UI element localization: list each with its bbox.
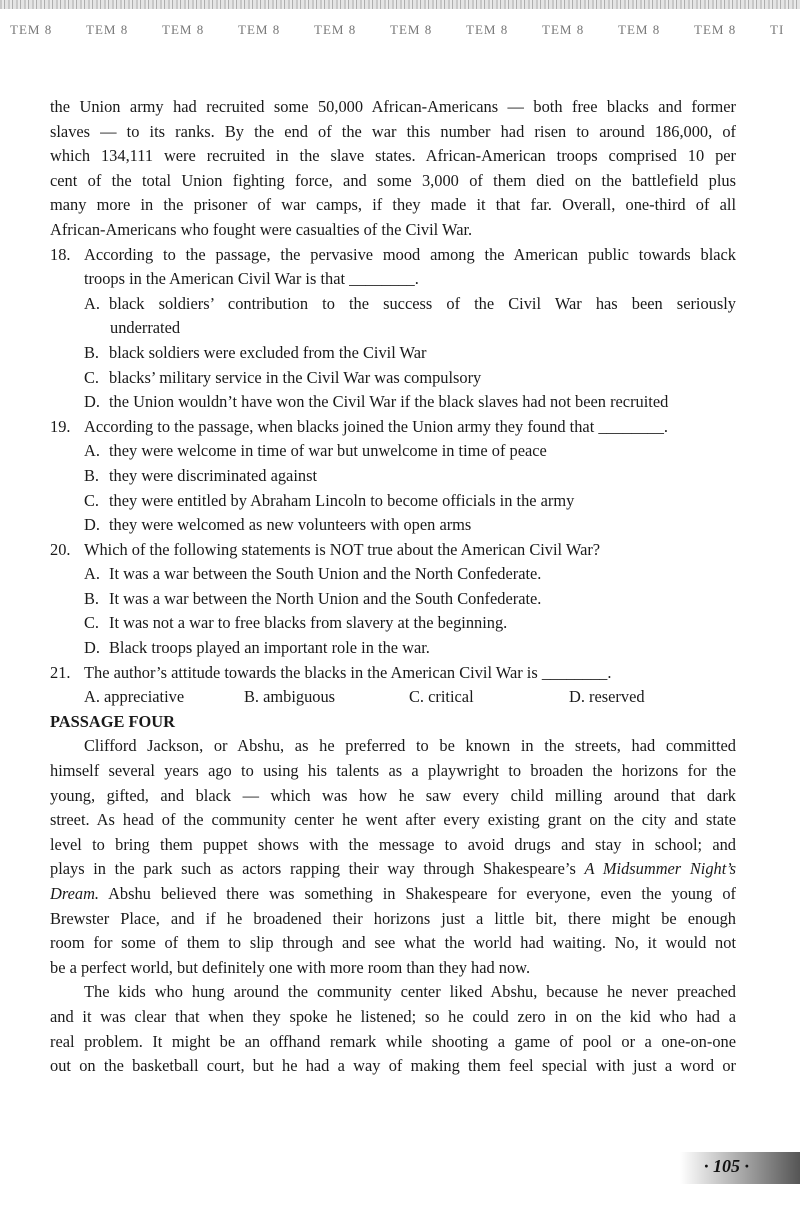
option-letter: D.	[84, 515, 100, 535]
running-header-item: TEM 8	[542, 22, 585, 37]
paragraph-line: room for some of them to slip through and see what the world had waiting. No, it would not	[50, 933, 736, 953]
option-letter: A.	[84, 564, 100, 584]
italic-title: Dream.	[50, 884, 100, 903]
question-stem-line	[50, 243, 736, 268]
option-letter: B.	[84, 588, 100, 608]
question-text: Which of the following statements is NOT true about the American Civil War?	[84, 539, 601, 559]
answer-option	[50, 292, 736, 317]
running-header-item: TEM 8	[10, 22, 53, 37]
running-header-item: TEM 8	[390, 22, 433, 37]
answer-option	[50, 316, 736, 341]
question-number: 18.	[50, 244, 71, 264]
answer-option: B. ambiguous	[244, 687, 336, 707]
option-letter: B.	[84, 465, 100, 485]
paragraph-line: Brewster Place, and if he broadened their horizons just a little bit, there might be enough	[50, 908, 736, 928]
running-header	[10, 22, 800, 38]
paragraph-line: which 134,111 were recruited in the slave states. African-American troops comprised 10 per	[50, 146, 736, 166]
text-span: Abshu believed there was something in Shakespeare for everyone, even the young of	[99, 884, 736, 903]
page-body	[50, 95, 736, 1079]
question-number: 19.	[50, 416, 71, 436]
running-header-item: TEM 8	[694, 22, 737, 37]
option-letter: B.	[84, 342, 100, 362]
paragraph-line: out on the basketball court, but he had a way of making them feel special with just a word or	[50, 1056, 736, 1076]
answer-option	[50, 390, 736, 415]
paragraph-line: the Union army had recruited some 50,000 African-Americans — both free blacks and former	[50, 97, 736, 116]
page-number-tab	[680, 1152, 800, 1184]
answer-option	[50, 489, 736, 514]
question-number: 20.	[50, 539, 71, 559]
paragraph-line: and it was clear that when they spoke he listened; so he could zero in on the kid who had a	[50, 1006, 736, 1026]
option-text: they were entitled by Abraham Lincoln to become officials in the army	[109, 490, 575, 510]
question-stem-line	[50, 661, 736, 686]
paragraph-line: real problem. It might be an offhand remark while shooting a game of pool or a one-on-one	[50, 1031, 736, 1051]
answer-option: A. appreciative	[84, 687, 185, 707]
question-stem-line	[50, 415, 736, 440]
question-stem-line	[50, 267, 736, 292]
answer-option	[50, 464, 736, 489]
option-letter: A.	[84, 441, 100, 461]
paragraph-line: level to bring them puppet shows with the message to avoid drugs and stay in school; and	[50, 834, 736, 854]
paragraph-line: slaves — to its ranks. By the end of the war this number had risen to around 186,000, of	[50, 121, 736, 141]
option-letter: C.	[84, 367, 100, 387]
answer-option	[50, 341, 736, 366]
option-text: It was a war between the North Union and the South Confederate.	[109, 588, 542, 608]
paragraph-line: many more in the prisoner of war camps, if they made it that far. Overall, one-third of all	[50, 195, 736, 215]
option-letter: D.	[84, 392, 100, 412]
option-letter: C.	[84, 490, 100, 510]
running-header-item: TEM 8	[314, 22, 357, 37]
running-header-item: TEM 8	[618, 22, 661, 37]
paragraph-line: himself several years ago to using his talents as a playwright to broaden the horizons for the	[50, 761, 736, 781]
paragraph-line: African-Americans who fought were casualties of the Civil War.	[50, 219, 473, 239]
text-span: plays in the park such as actors rapping their way through Shakespeare’s	[50, 859, 585, 879]
option-letter: C.	[84, 613, 100, 633]
answer-option	[50, 562, 736, 587]
paragraph-line: be a perfect world, but definitely one with more room than they had now.	[50, 957, 531, 977]
option-text: underrated	[110, 318, 181, 338]
option-text: they were welcome in time of war but unwelcome in time of peace	[109, 441, 547, 461]
answer-option	[50, 587, 736, 612]
answer-option	[50, 611, 736, 636]
option-text: the Union wouldn’t have won the Civil War if the black slaves had not been recruited	[109, 392, 669, 412]
question-text: According to the passage, the pervasive mood among the American public towards black	[84, 244, 736, 264]
paragraph-line: street. As head of the community center he went after every existing grant on the city and state	[50, 810, 736, 830]
answer-option: D. reserved	[569, 687, 645, 707]
paragraph-line: Clifford Jackson, or Abshu, as he preferred to be known in the streets, had committed	[84, 736, 736, 756]
option-text: they were discriminated against	[109, 465, 317, 485]
option-letter: A.	[84, 293, 100, 313]
option-text: black soldiers’ contribution to the success of the Civil War has been seriously	[109, 293, 736, 313]
option-text: black soldiers were excluded from the Civil War	[109, 342, 427, 362]
question-text: The author’s attitude towards the blacks in the American Civil War is ________.	[84, 662, 612, 682]
option-text: they were welcomed as new volunteers with open arms	[109, 515, 472, 535]
question-stem-line	[50, 538, 736, 563]
italic-title: A Midsummer Night’s	[584, 859, 736, 879]
option-letter: D.	[84, 638, 100, 658]
paragraph-line: The kids who hung around the community center liked Abshu, because he never preached	[84, 982, 736, 1002]
answer-options-row	[50, 685, 736, 710]
question-text: troops in the American Civil War is that ________.	[84, 269, 419, 289]
scan-top-band	[0, 0, 800, 9]
paragraph-line	[50, 882, 736, 907]
running-header-item: TEM 8	[86, 22, 129, 37]
paragraph-line: cent of the total Union fighting force, and some 3,000 of them died on the battlefield plus	[50, 170, 736, 190]
passage-title: PASSAGE FOUR	[50, 711, 175, 731]
option-text: It was a war between the South Union and the North Confederate.	[109, 564, 542, 584]
option-text: blacks’ military service in the Civil War was compulsory	[109, 367, 482, 387]
option-text: It was not a war to free blacks from slavery at the beginning.	[109, 613, 508, 633]
paragraph-line	[50, 857, 736, 882]
answer-option	[50, 366, 736, 391]
page-number: · 105 ·	[704, 1156, 749, 1176]
answer-option	[50, 439, 736, 464]
running-header-item: TEM 8	[466, 22, 509, 37]
running-header-item: TEM 8	[238, 22, 281, 37]
paragraph-line: young, gifted, and black — which was how he saw every child milling around that dark	[50, 785, 736, 805]
question-text: According to the passage, when blacks joined the Union army they found that ________.	[84, 416, 669, 436]
answer-option	[50, 513, 736, 538]
answer-option: C. critical	[409, 687, 474, 707]
running-header-item: TI	[770, 22, 785, 37]
option-text: Black troops played an important role in the war.	[109, 638, 430, 658]
running-header-item: TEM 8	[162, 22, 205, 37]
answer-option	[50, 636, 736, 661]
question-number: 21.	[50, 662, 71, 682]
